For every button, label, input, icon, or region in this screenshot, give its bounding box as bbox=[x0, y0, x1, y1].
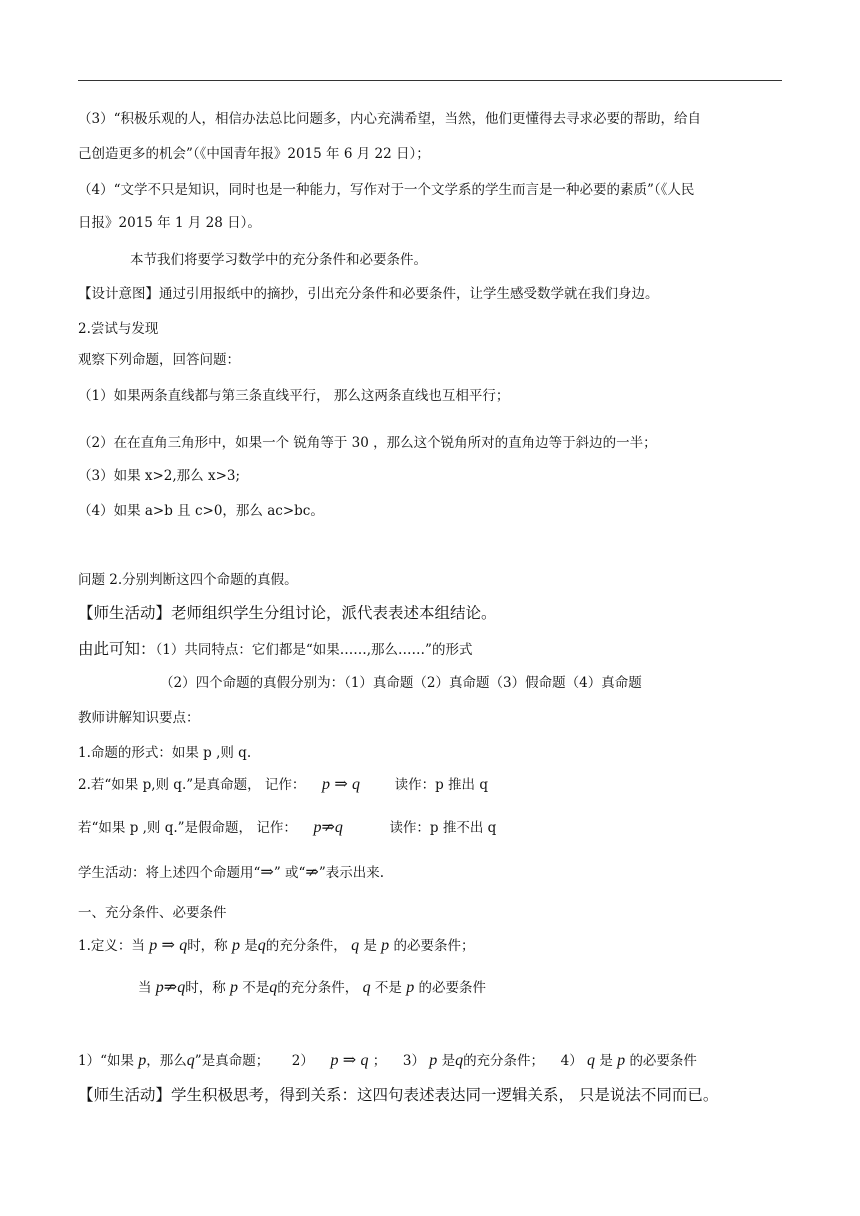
symbol-p: p bbox=[313, 819, 322, 836]
quote-3-line-2: 己创造更多的机会”（《中国青年报》2015 年 6 月 22 日）； bbox=[78, 146, 430, 162]
equiv-4: 是 bbox=[599, 1053, 613, 1069]
equiv-2: 2） bbox=[291, 1053, 314, 1069]
symbol-q: q bbox=[334, 819, 343, 836]
intro-text: 本节我们将要学习数学中的充分条件和必要条件。 bbox=[130, 252, 427, 268]
equiv-1: ，那么 bbox=[146, 1053, 187, 1069]
quote-3-line-1: （3）“积极乐观的人，相信办法总比问题多，内心充满希望，当然，他们更懂得去寻求必要的帮助，给自 bbox=[78, 111, 701, 127]
student-activity-or: ” 或“ bbox=[273, 865, 306, 881]
implies-arrow: ⇒ bbox=[161, 935, 175, 954]
not-implies-arrow: ⇒ bbox=[305, 862, 319, 881]
not-implies-arrow: ⇒ bbox=[321, 817, 335, 836]
knowledge-3-read: 读作：p 推不出 q bbox=[389, 820, 497, 836]
symbol-p: p bbox=[406, 979, 415, 996]
not-implies-arrow: ⇒ bbox=[163, 977, 178, 996]
activity-1: 【师生活动】老师组织学生分组讨论，派代表表述本组结论。 bbox=[78, 604, 497, 622]
definition-sufficient bbox=[78, 935, 782, 956]
equivalences bbox=[78, 1050, 782, 1071]
definition-not-sufficient bbox=[138, 977, 842, 998]
symbol-p: p bbox=[330, 1052, 339, 1069]
knowledge-1: 1.命题的形式：如果 p ,则 q. bbox=[78, 745, 252, 761]
claim-3: （3）如果 x>2,那么 x>3; bbox=[78, 468, 241, 484]
student-activity-end: ”表示出来. bbox=[318, 865, 385, 881]
symbol-q: q bbox=[257, 937, 266, 954]
symbol-p: p bbox=[322, 776, 331, 793]
symbol-p: p bbox=[429, 1052, 438, 1069]
symbol-p: p bbox=[149, 937, 158, 954]
quote-4-line-1: （4）“文学不只是知识，同时也是一种能力，写作对于一个文学系的学生而言是一种必要的素质”（《人民 bbox=[78, 182, 695, 198]
equiv-4: 的必要条件 bbox=[629, 1053, 697, 1069]
knowledge-2-read: 读作：p 推出 q bbox=[394, 777, 488, 793]
implies-arrow: ⇒ bbox=[342, 1050, 357, 1069]
teacher-explain: 教师讲解知识要点： bbox=[78, 710, 200, 726]
symbol-p: p bbox=[155, 979, 164, 996]
symbol-q: q bbox=[360, 1052, 369, 1069]
symbol-p: p bbox=[231, 937, 240, 954]
definition-text: 时，称 bbox=[185, 980, 226, 996]
definition-label: 1.定义：当 bbox=[78, 938, 145, 954]
header-rule bbox=[78, 80, 782, 81]
activity-2: 【师生活动】学生积极思考，得到关系：这四句表述表达同一逻辑关系， 只是说法不同而已。 bbox=[78, 1086, 719, 1104]
knowledge-3-text: 若“如果 p ,则 q.”是假命题， 记作： bbox=[78, 820, 297, 836]
symbol-q: q bbox=[455, 1052, 464, 1069]
definition-label: 当 bbox=[138, 980, 152, 996]
symbol-q: q bbox=[351, 937, 360, 954]
definition-text: 的充分条件， bbox=[277, 980, 359, 996]
conclusion-2: （2）四个命题的真假分别为：（1）真命题（2）真命题（3）假命题（4）真命题 bbox=[160, 675, 642, 691]
claim-1: （1）如果两条直线都与第三条直线平行， 那么这两条直线也互相平行； bbox=[78, 388, 510, 404]
student-activity bbox=[78, 862, 782, 883]
symbol-q: q bbox=[587, 1052, 596, 1069]
implies-arrow: ⇒ bbox=[334, 774, 348, 793]
equiv-2-end: ； bbox=[372, 1053, 387, 1069]
design-intent: 【设计意图】通过引用报纸中的摘抄，引出充分条件和必要条件，让学生感受数学就在我们身边。 bbox=[78, 286, 659, 302]
symbol-q: q bbox=[186, 1052, 195, 1069]
equiv-3: 3） bbox=[402, 1053, 425, 1069]
implies-arrow: ⇒ bbox=[260, 862, 274, 881]
conclusion-label: 由此可知： bbox=[78, 640, 156, 658]
definition-text: 的充分条件， bbox=[265, 938, 347, 954]
definition-text: 时，称 bbox=[187, 938, 228, 954]
equiv-3: 的充分条件； bbox=[463, 1053, 545, 1069]
symbol-q: q bbox=[362, 979, 371, 996]
question-2: 问题 2.分别判断这四个命题的真假。 bbox=[78, 572, 298, 588]
section-I-title: 一、充分条件、必要条件 bbox=[78, 905, 227, 921]
equiv-4: 4） bbox=[560, 1053, 583, 1069]
symbol-p: p bbox=[617, 1052, 626, 1069]
equiv-1: ”是真命题； bbox=[194, 1053, 270, 1069]
symbol-q: q bbox=[179, 937, 188, 954]
symbol-q: q bbox=[177, 979, 186, 996]
definition-text: 是 bbox=[244, 938, 258, 954]
definition-text: 的必要条件； bbox=[393, 938, 475, 954]
knowledge-2 bbox=[78, 774, 782, 795]
definition-text: 不是 bbox=[242, 980, 270, 996]
conclusion-1: （1）共同特点：它们都是“如果……,那么……”的形式 bbox=[155, 642, 473, 658]
section-2-title: 2.尝试与发现 bbox=[78, 321, 159, 337]
symbol-p: p bbox=[381, 937, 390, 954]
symbol-q: q bbox=[352, 776, 361, 793]
equiv-1: 1）“如果 bbox=[78, 1053, 134, 1069]
conclusion-line-1 bbox=[78, 639, 782, 660]
definition-text: 不是 bbox=[374, 980, 402, 996]
claim-2: （2）在在直角三角形中，如果一个 锐角等于 30 ，那么这个锐角所对的直角边等于斜边的一半； bbox=[78, 435, 657, 451]
student-activity-text: 学生活动：将上述四个命题用“ bbox=[78, 865, 261, 881]
claim-4: （4）如果 a>b 且 c>0，那么 ac>bc。 bbox=[78, 503, 324, 519]
observe-text: 观察下列命题，回答问题： bbox=[78, 352, 240, 368]
knowledge-3 bbox=[78, 817, 782, 838]
quote-4-line-2: 日报》2015 年 1 月 28 日）。 bbox=[78, 215, 261, 231]
symbol-q: q bbox=[269, 979, 278, 996]
definition-text: 的必要条件 bbox=[418, 980, 486, 996]
knowledge-2-text: 2.若“如果 p,则 q.”是真命题， 记作： bbox=[78, 777, 306, 793]
definition-text: 是 bbox=[363, 938, 377, 954]
equiv-3: 是 bbox=[441, 1053, 456, 1069]
symbol-p: p bbox=[138, 1052, 147, 1069]
symbol-p: p bbox=[230, 979, 238, 996]
